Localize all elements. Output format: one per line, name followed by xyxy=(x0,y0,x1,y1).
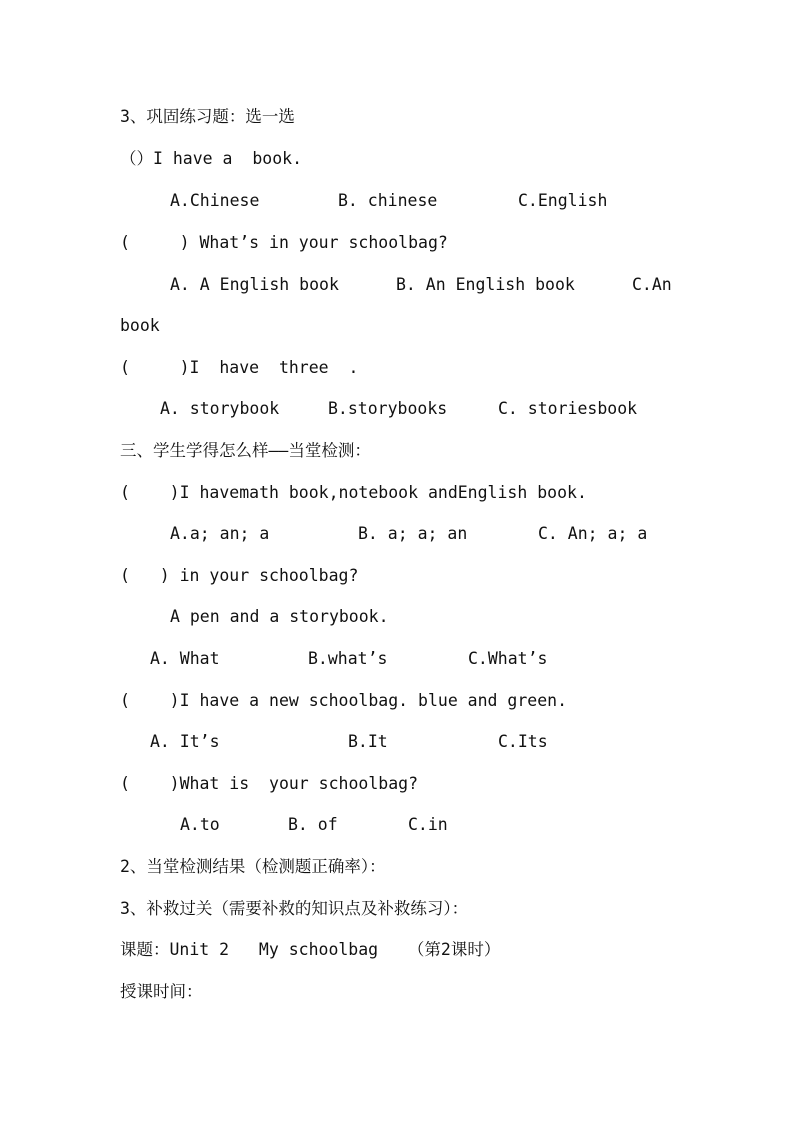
consolidation-heading: 3、巩固练习题：选一选 xyxy=(120,107,295,126)
option-c: C. storiesbook xyxy=(498,399,638,418)
option-b: B. a; a; an xyxy=(358,524,468,543)
option-c: C.English xyxy=(518,191,608,210)
question-1-options xyxy=(0,189,608,213)
option-c: C.An xyxy=(632,275,672,294)
in-class-test-heading: 三、学生学得怎么样——当堂检测： xyxy=(120,441,371,460)
option-c: C. An; a; a xyxy=(538,524,648,543)
option-c: C.What’s xyxy=(468,649,548,668)
test-4-options xyxy=(0,813,448,837)
option-b: B.what’s xyxy=(308,649,388,668)
option-a: A.a; an; a xyxy=(170,524,270,543)
teaching-time-label: 授课时间： xyxy=(120,982,203,1001)
test-3-options xyxy=(0,730,548,754)
test-1-stem: ( )I havemath book,notebook andEnglish book. xyxy=(120,483,587,502)
test-3-stem: ( )I have a new schoolbag. blue and green. xyxy=(120,691,568,710)
test-4-stem: ( )What is your schoolbag? xyxy=(120,774,419,793)
option-a: A.to xyxy=(180,815,220,834)
remedy-heading: 3、补救过关（需要补救的知识点及补救练习）： xyxy=(120,899,469,918)
question-3-stem: ( )I have three . xyxy=(120,358,359,377)
option-c: C.Its xyxy=(498,732,548,751)
option-b: B. An English book xyxy=(396,275,575,294)
option-a: A. It’s xyxy=(150,732,220,751)
option-a: A. A English book xyxy=(170,275,339,294)
option-a: A.Chinese xyxy=(170,191,260,210)
option-b: B. chinese xyxy=(338,191,438,210)
test-1-options xyxy=(0,522,648,546)
test-result-heading: 2、当堂检测结果（检测题正确率）： xyxy=(120,857,386,876)
test-2-options xyxy=(0,647,548,671)
test-2-stem: ( ) in your schoolbag? xyxy=(120,566,359,585)
lesson-title: 课题：Unit 2 My schoolbag （第2课时） xyxy=(120,940,501,959)
question-2-stem: ( ) What’s in your schoolbag? xyxy=(120,233,448,252)
option-b: B.It xyxy=(348,732,388,751)
question-1-stem: （）I have a book. xyxy=(120,149,303,168)
test-2-answer-line: A pen and a storybook. xyxy=(170,607,389,626)
option-c: C.in xyxy=(408,815,448,834)
option-a: A. What xyxy=(150,649,220,668)
option-b: B. of xyxy=(288,815,338,834)
question-2-option-c-continued: book xyxy=(120,316,160,335)
option-a: A. storybook xyxy=(160,399,280,418)
question-3-options xyxy=(0,397,638,421)
question-2-options xyxy=(0,273,672,297)
option-b: B.storybooks xyxy=(328,399,448,418)
